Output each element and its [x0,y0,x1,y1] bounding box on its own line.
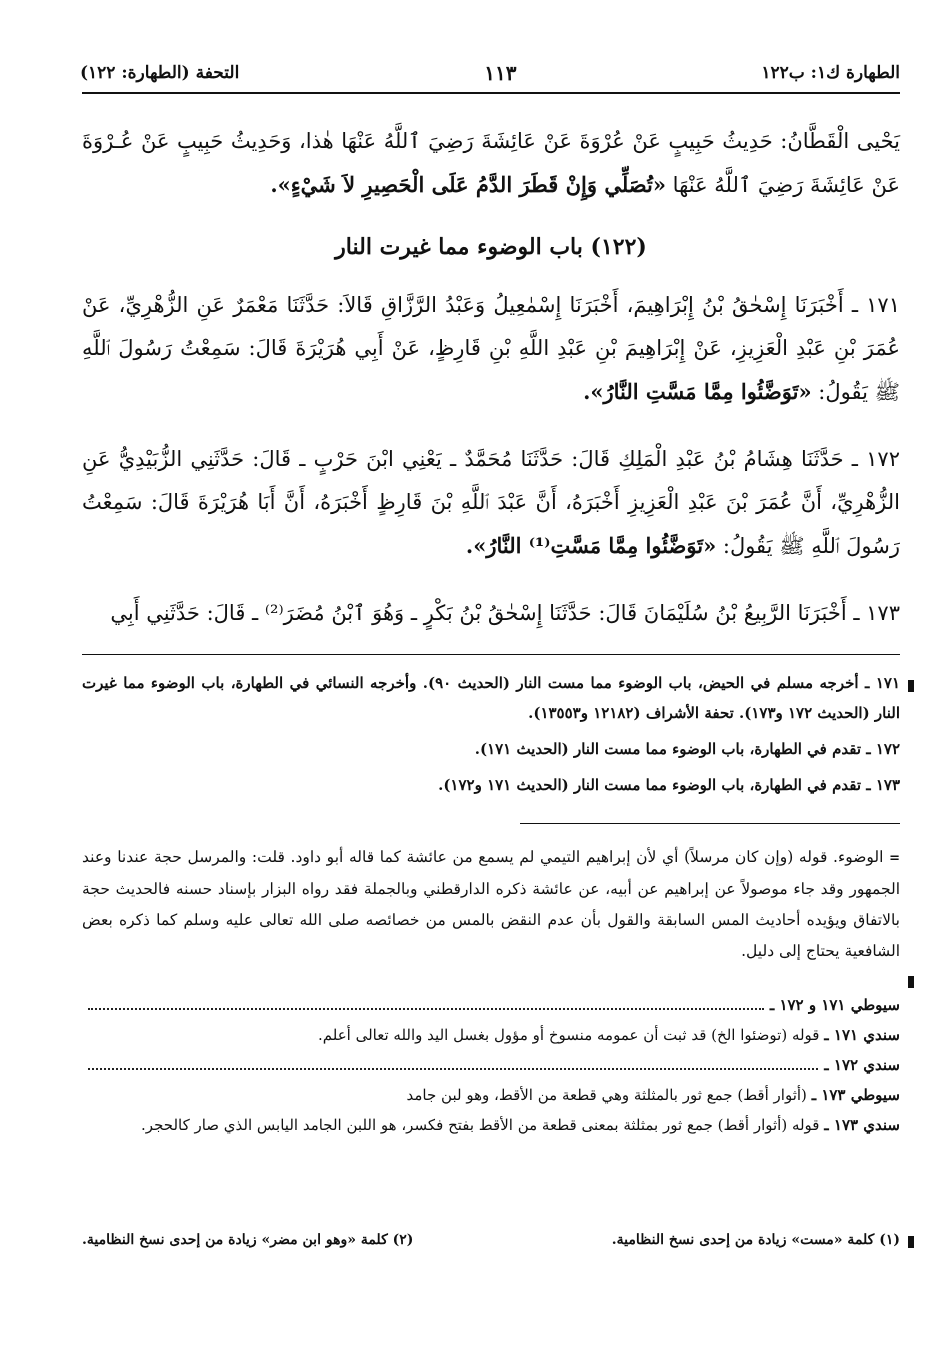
hadith-173 [82,592,900,635]
takhrij-173: ١٧٣ ـ تقدم في الطهارة، باب الوضوء مما مست النار (الحديث ١٧١ و١٧٢). [438,776,900,794]
hadith-172-quote: «تَوَضَّئُوا مِمَّا مَسَّتِ⁽¹⁾ النَّارُ». [465,533,717,558]
commentary-text: الوضوء. قوله (وإن كان مرسلاً) أي لأن إبراهيم التيمي لم يسمع من عائشة كما قاله أبو داود. قلت: والمرسل حجة عندنا وعند الجمهور وقد جاء موصولاً عن إبراهيم عن أبيه، عن عائشة ذكره الدارقطني وبالجملة فقد رواه البزار بإسناد حسنه فالحديث حجة بالاتفاق ويؤيده أحاديث المس السابقة والقول بأن عدم النقض بالمس من خصائصه صلى الله تعالى عليه وسلم كما ذكره بعض الشافعية يحتاج إلى دليل. [82,848,900,960]
margin-mark [908,680,914,692]
takhrij-rule [82,654,900,655]
header-chapter-ref: الطهارة ك١: ب١٢٢ [761,63,900,83]
header-rule [82,92,900,94]
hadith-172 [82,438,900,568]
hashiya-row [82,1020,900,1050]
footnotes [82,1232,900,1248]
page-header [80,58,900,88]
footnote-2: (٢) كلمة «وهو ابن مضر» زيادة من إحدى نسخ النظامية. [82,1232,414,1248]
hashiya-label: سيوطي ١٧٣ ـ [811,1086,900,1104]
hashiya-label: سندي ١٧١ ـ [824,1026,900,1044]
hashiya-text: قوله (توضئوا الخ) قد ثبت أن عمومه منسوخ أو مؤول بغسل اليد والله تعالى أعلم. [317,1026,820,1044]
hawashi-section [82,990,900,1140]
hashiya-row [82,990,900,1020]
margin-mark [908,1236,914,1248]
hashiya-label: سندي ١٧٢ ـ [824,1056,900,1074]
intro-line-2: عَنْ عَائِشَةَ رَضِيَ ٱللَّهُ عَنْهَا [672,173,900,197]
commentary-note [82,842,900,967]
hadith-173-text: ١٧٣ ـ أَخْبَرَنَا الرَّبِيعُ بْنُ سُلَيْمَانَ قَالَ: حَدَّثَنَا إِسْحٰقُ بْنُ بَكْرٍ ـ وَهُوَ ٱبْنُ مُضَرَ⁽²⁾ ـ قَالَ: حَدَّثَنِي أَبِي [110,601,900,625]
hashiya-label: سيوطي ١٧١ و ١٧٢ ـ [769,996,900,1014]
takhrij-section [82,668,900,806]
intro-quote: «تُصَلِّي وَإِنْ قَطَرَ الدَّمُ عَلَى الْحَصِيرِ لاَ شَيْءٍ». [270,172,666,197]
page-number: ١١٣ [484,61,517,85]
hashiya-row [82,1050,900,1080]
continuation-marker: = [889,851,900,866]
hashiya-text: قوله (أثوار أقط) جمع ثور بمثلثة بمعنى قطعة من الأقط بفتح فكسر، هو اللبن الجامد اليابس الذي صار كالحجر. [141,1116,820,1134]
hashiya-label: سندي ١٧٣ ـ [824,1116,900,1134]
takhrij-172: ١٧٢ ـ تقدم في الطهارة، باب الوضوء مما مست النار (الحديث ١٧١). [474,740,900,758]
note-rule [520,823,900,824]
hadith-171-text: ١٧١ ـ أَخْبَرَنَا إِسْحٰقُ بْنُ إِبْرَاهِيمَ، أَخْبَرَنَا إِسْمٰعِيلُ وَعَبْدُ الرَّزَّاقِ قَالاَ: حَدَّثَنَا مَعْمَرٌ عَنِ الزُّهْرِيِّ، عَنْ عُمَرَ بْنِ عَبْدِ الْعَزِيزِ، عَنْ إِبْرَاهِيمَ بْنِ عَبْدِ اللَّهِ بْنِ قَارِظٍ، عَنْ أَبِي هُرَيْرَةَ قَالَ: سَمِعْتُ رَسُولَ ٱللَّهِ ﷺ يَقُولُ: [82,293,900,404]
chapter-title: (١٢٢) باب الوضوء مما غيرت النار [335,234,647,260]
hadith-171 [82,284,900,414]
hashiya-text: (أثوار أقط) جمع ثور بالمثلثة وهي قطعة من الأقط، وهو لبن جامد [406,1086,807,1104]
takhrij-171: ١٧١ ـ أخرجه مسلم في الحيض، باب الوضوء مما مست النار (الحديث ٩٠). وأخرجه النسائي في الطهارة، باب الوضوء مما غيرت النار (الحديث ١٧٢ و١٧٣). تحفة الأشراف (١٢١٨٢ و١٣٥٥٣). [82,674,900,722]
hadith-171-quote: «تَوَضَّئُوا مِمَّا مَسَّتِ النَّارُ». [583,379,812,404]
dotted-leader [88,1067,818,1070]
hashiya-row [82,1080,900,1110]
intro-line-1: يَحْيى الْقَطَّانُ: حَدِيثُ حَبِيبٍ عَنْ عُرْوَةَ عَنْ عَائِشَةَ رَضِيَ ٱللَّهُ عَنْهَا هٰذا، وَحَدِيثُ حَبِيبٍ عَنْ عُـرْوَةَ [82,129,900,153]
dotted-leader [88,1007,764,1010]
header-tuhfa-ref: التحفة (الطهارة: ١٢٢) [80,63,240,83]
hadith-172-text: ١٧٢ ـ حَدَّثَنَا هِشَامُ بْنُ عَبْدِ الْمَلِكِ قَالَ: حَدَّثَنَا مُحَمَّدٌ ـ يَعْنِي ابْنَ حَرْبٍ ـ قَالَ: حَدَّثَنِي الزُّبَيْدِيُّ عَنِ الزُّهْرِيِّ، أَنَّ عُمَرَ بْنَ عَبْدِ الْعَزِيزِ أَخْبَرَهُ، أَنَّ عَبْدَ ٱللَّهِ بْنَ قَارِظٍ أَخْبَرَهُ، أَنَّ أَبَا هُرَيْرَةَ قَالَ: سَمِعْتُ رَسُولَ ٱللَّهِ ﷺ يَقُولُ: [82,447,900,558]
margin-mark [908,976,914,988]
footnote-1: (١) كلمة «مست» زيادة من إحدى نسخ النظامية. [611,1232,900,1248]
intro-paragraph [82,120,900,207]
hashiya-row [82,1110,900,1140]
